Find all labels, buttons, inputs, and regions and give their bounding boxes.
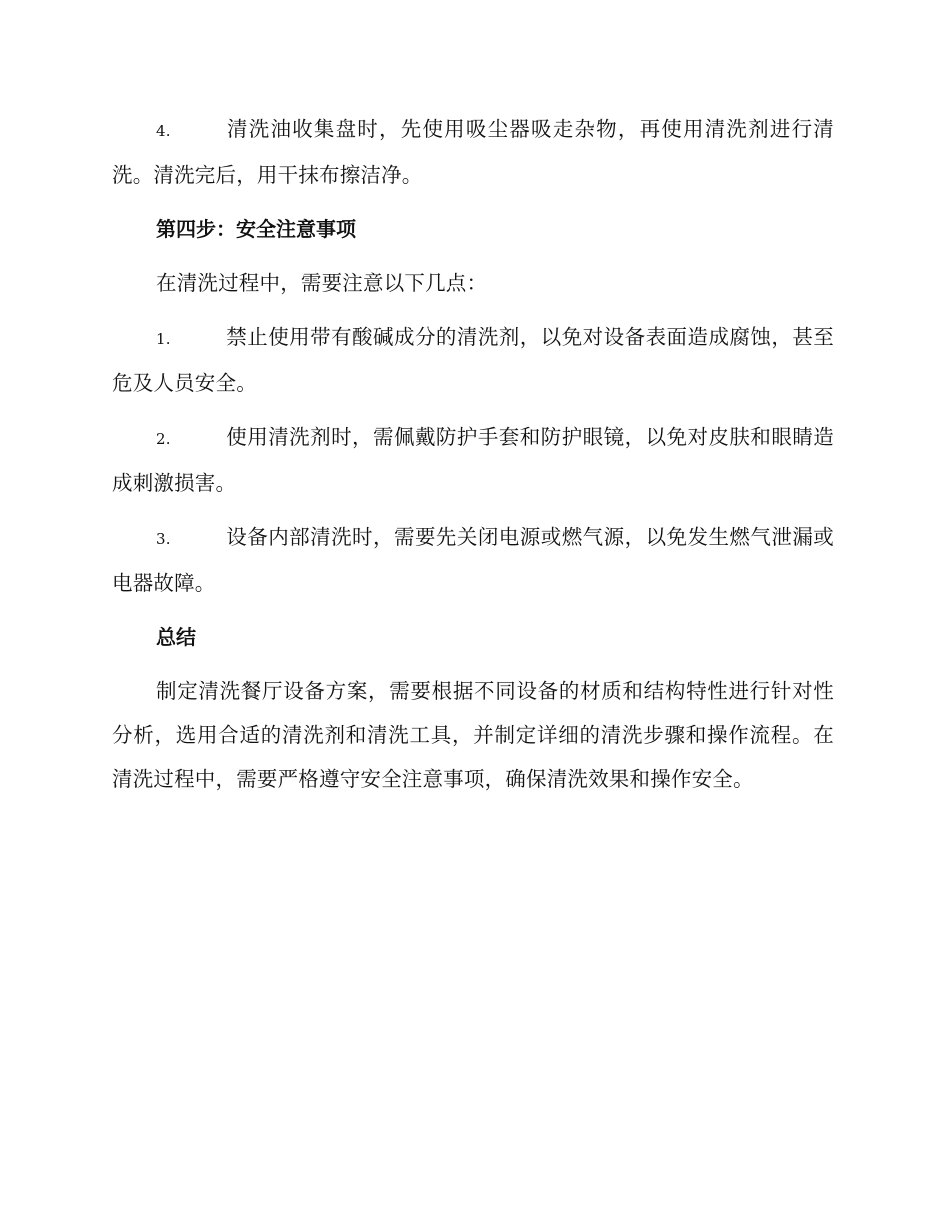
list-item-text: 使用清洗剂时，需佩戴防护手套和防护眼镜，以免对皮肤和眼睛造成刺激损害。 [112, 425, 834, 495]
list-item-safety-1 [112, 315, 834, 405]
list-item-safety-2 [112, 415, 834, 505]
section-heading-summary: 总结 [156, 625, 196, 649]
summary-paragraph: 制定清洗餐厅设备方案，需要根据不同设备的材质和结构特性进行针对性分析，选用合适的清洗剂和清洗工具，并制定详细的清洗步骤和操作流程。在清洗过程中，需要严格遵守安全注意事项，确保清洗效果和操作安全。 [112, 679, 834, 791]
list-number: 3. [156, 530, 171, 548]
list-item-safety-3 [112, 515, 834, 605]
list-number: 1. [156, 330, 171, 348]
list-item-cleaning-step-4 [112, 107, 834, 197]
section-heading-safety: 第四步：安全注意事项 [156, 217, 356, 241]
section-intro-paragraph: 在清洗过程中，需要注意以下几点： [156, 271, 488, 295]
list-number: 4. [156, 122, 171, 140]
list-item-text: 设备内部清洗时，需要先关闭电源或燃气源，以免发生燃气泄漏或电器故障。 [112, 525, 834, 595]
list-number: 2. [156, 430, 171, 448]
document-body [112, 107, 834, 811]
list-item-text: 禁止使用带有酸碱成分的清洗剂，以免对设备表面造成腐蚀，甚至危及人员安全。 [112, 325, 834, 395]
list-item-text: 清洗油收集盘时，先使用吸尘器吸走杂物，再使用清洗剂进行清洗。清洗完后，用干抹布擦洁净。 [112, 117, 834, 187]
